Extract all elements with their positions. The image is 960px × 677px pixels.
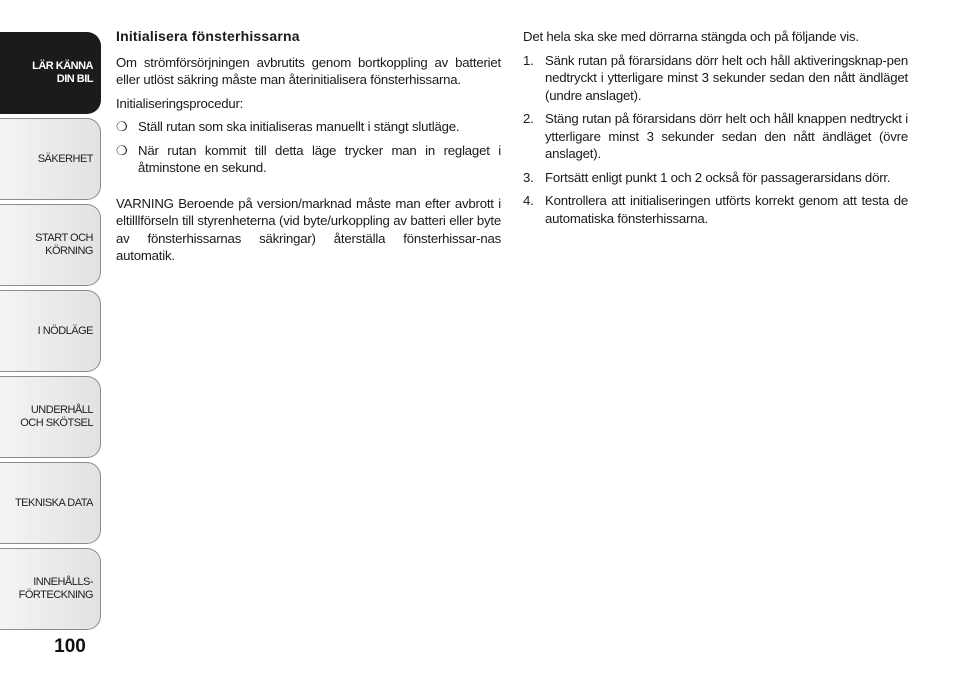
step-number: 3.: [523, 169, 534, 185]
tab-innehallsforteckning[interactable]: [0, 548, 101, 630]
paragraph: Det hela ska ske med dörrarna stängda och på följande vis.: [523, 29, 859, 44]
tab-label: INNEHÅLLS- FÖRTECKNING: [18, 576, 93, 601]
bullet-text: Ställ rutan som ska initialiseras manuellt i stängt slutläge.: [138, 119, 460, 134]
warning-paragraph: VARNING Beroende på version/marknad måste man efter avbrott i eltilllförseln till styrenheterna (vid byte/urkoppling av batteri eller byte av fönsterhissarnas säkringar) återställa fönsterhissar-nas automatik.: [116, 195, 501, 263]
paragraph: Initialiseringsprocedur:: [116, 95, 244, 111]
bullet-item: [116, 118, 501, 136]
tab-i-nodlage[interactable]: [0, 290, 101, 372]
tab-label: I NÖDLÄGE: [37, 324, 93, 337]
bullet-text: När rutan kommit till detta läge trycker man in reglaget i åtminstone en sekund.: [138, 142, 501, 175]
paragraph: Om strömförsörjningen avbrutits genom bortkoppling av batteriet eller utlöst säkring måste man återinitialisera fönsterhissarna.: [116, 54, 501, 87]
step-text: Kontrollera att initialiseringen utförts korrekt genom att testa de automatiska fönsterhissarna.: [545, 193, 908, 226]
step-text: Stäng rutan på förarsidans dörr helt och håll knappen nedtryckt i ytterligare minst 3 sekunder sedan den nått ändläget (övre anslaget).: [545, 111, 908, 161]
tab-label: SÄKERHET: [37, 152, 93, 165]
numbered-step: [523, 110, 908, 163]
tab-label: START OCH KÖRNING: [35, 232, 93, 257]
tab-label: UNDERHÅLL OCH SKÖTSEL: [20, 404, 93, 429]
right-column: [523, 28, 908, 233]
page-number: 100: [54, 636, 86, 657]
section-heading: Initialisera fönsterhissarna: [116, 28, 300, 44]
bullet-item: [116, 142, 501, 177]
step-text: Sänk rutan på förarsidans dörr helt och håll aktiveringsknap-pen nedtryckt i ytterligare minst 3 sekunder sedan den nått ändläget (undre anslaget).: [545, 52, 908, 103]
left-column: [116, 28, 501, 271]
tab-underhall-och-skotsel[interactable]: [0, 376, 101, 458]
numbered-step: [523, 52, 908, 105]
step-text: Fortsätt enligt punkt 1 och 2 också för passagerarsidans dörr.: [545, 169, 891, 185]
tab-label: LÄR KÄNNA DIN BIL: [32, 60, 93, 85]
tab-label: TEKNISKA DATA: [14, 496, 93, 509]
tab-lar-kanna-din-bil[interactable]: [0, 32, 101, 114]
numbered-step: [523, 169, 908, 187]
tab-sakerhet[interactable]: [0, 118, 101, 200]
bullet-circle-icon: ❍: [116, 119, 128, 134]
spacer: [116, 183, 501, 195]
tab-start-och-korning[interactable]: [0, 204, 101, 286]
step-number: 1.: [523, 52, 534, 68]
step-number: 4.: [523, 193, 534, 208]
bullet-circle-icon: ❍: [116, 142, 128, 158]
step-number: 2.: [523, 111, 534, 126]
tab-tekniska-data[interactable]: [0, 462, 101, 544]
numbered-step: [523, 192, 908, 227]
